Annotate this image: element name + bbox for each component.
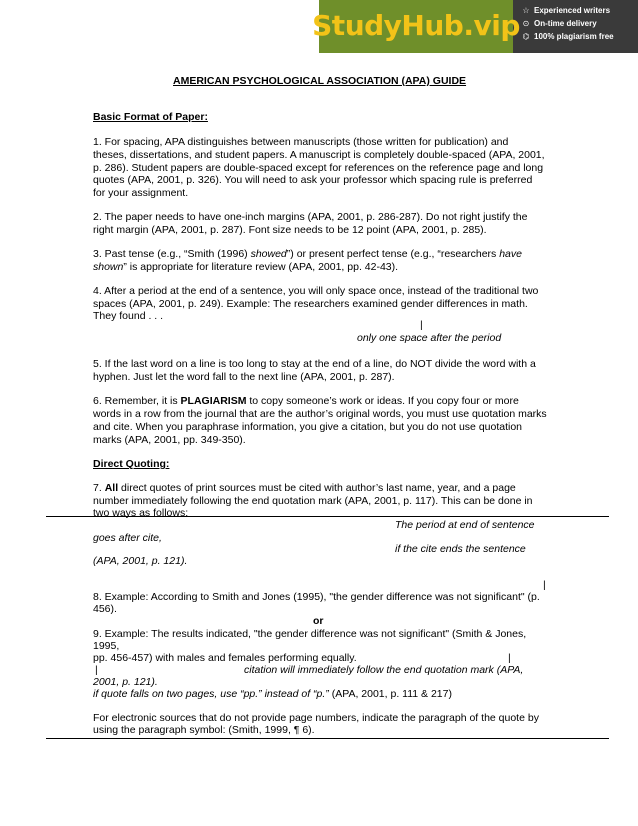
- p1-line: quotes (APA, 2001, p. 326). You will need to ask your professor which spacing rule is preferred: [93, 174, 533, 186]
- example-9-line: 9. Example: The results indicated, "the gender difference was not significant" (Smith & Jones,: [93, 628, 527, 640]
- note-period: if the cite ends the sentence: [395, 543, 526, 555]
- electronic-line: For electronic sources that do not provide page numbers, indicate the paragraph of the quote by: [93, 712, 539, 724]
- note-period: (APA, 2001, p. 121).: [93, 555, 188, 567]
- p7-line: number immediately following the end quotation mark (APA, 2001, p. 117). This can be done in: [93, 495, 533, 507]
- marker: |: [508, 652, 511, 664]
- example-9-line: pp. 456-457) with males and females performing equally.: [93, 652, 357, 664]
- p3-text: 3. Past tense (e.g., “Smith (1996): [93, 248, 251, 260]
- p2-line: right margin (APA, 2001, p. 287). Font size needs to be 12 point (APA, 2001, p. 285).: [93, 224, 487, 236]
- p6-text: 6. Remember, it is: [93, 395, 181, 407]
- p6-line: [93, 395, 519, 408]
- p3-italic: shown: [93, 261, 124, 273]
- p3-line: [93, 261, 398, 274]
- p5-line: hyphen. Just let the word fall to the next line (APA, 2001, p. 287).: [93, 371, 395, 383]
- p4-note: only one space after the period: [357, 332, 502, 344]
- p7-text: direct quotes of print sources must be cited with author’s last name, year, and a page: [118, 482, 516, 494]
- feature-list: [513, 0, 638, 53]
- star-icon: ☆: [522, 6, 530, 15]
- divider-top: [46, 516, 609, 517]
- p7-line: [93, 482, 516, 495]
- electronic-line: using the paragraph symbol: (Smith, 1999, ¶ 6).: [93, 724, 315, 736]
- note-period: goes after cite,: [93, 532, 162, 544]
- two-pages-text: (APA, 2001, p. 111 & 217): [328, 688, 452, 700]
- p2-line: 2. The paper needs to have one-inch margins (APA, 2001, p. 286-287). Do not right justify the: [93, 211, 528, 223]
- p3-text: ” is appropriate for literature review (APA, 2001, pp. 42-43).: [123, 261, 399, 273]
- example-9-line: 1995,: [93, 640, 120, 652]
- feature-label: On-time delivery: [534, 19, 597, 28]
- marker: |: [543, 579, 546, 591]
- p3-line: [93, 248, 522, 261]
- two-pages-italic: if quote falls on two pages, use “pp.” instead of “p.”: [93, 688, 329, 700]
- cite-note: citation will immediately follow the end quotation mark (APA,: [244, 664, 524, 676]
- two-pages-note: [93, 688, 452, 701]
- p1-line: for your assignment.: [93, 187, 189, 199]
- p4-marker: |: [420, 319, 423, 331]
- p6-text: to copy someone’s work or ideas. If you copy four or more: [246, 395, 519, 407]
- p7-text: 7.: [93, 482, 105, 494]
- logo-text: StudyHub.vip: [312, 9, 520, 43]
- studyhub-banner[interactable]: [312, 0, 638, 53]
- feature-plagiarism-free: [521, 30, 638, 43]
- divider-bottom: [46, 738, 609, 739]
- document-icon: ⌬: [522, 32, 530, 41]
- clock-icon: ⊙: [522, 19, 530, 28]
- feature-label: 100% plagiarism free: [534, 32, 614, 41]
- feature-label: Experienced writers: [534, 6, 611, 15]
- section-heading-direct-quoting: Direct Quoting:: [93, 458, 170, 470]
- studyhub-logo[interactable]: [312, 0, 520, 53]
- p6-line: words in a row from the journal that are the author’s original words, you must use quotation marks: [93, 408, 547, 420]
- feature-on-time-delivery: [521, 17, 638, 30]
- p5-line: 5. If the last word on a line is too long to stay at the end of a line, do NOT divide the word with a: [93, 358, 536, 370]
- page-title: AMERICAN PSYCHOLOGICAL ASSOCIATION (APA) GUIDE: [173, 75, 467, 87]
- p1-line: theses, dissertations, and student papers. A manuscript is completely double-spaced (APA, 2001,: [93, 149, 545, 161]
- feature-experienced-writers: [521, 4, 638, 17]
- p4-line: 4. After a period at the end of a sentence, you will only space once, instead of the traditional two: [93, 285, 539, 297]
- p3-italic: showed: [250, 248, 287, 260]
- p3-text: ”) or present perfect tense (e.g., “researchers: [286, 248, 500, 260]
- p4-line: spaces (APA, 2001, p. 249). Example: The researchers examined gender differences in math.: [93, 298, 528, 310]
- section-heading-basic-format: Basic Format of Paper:: [93, 111, 208, 123]
- p1-line: p. 286). Student papers are double-spaced except for references on the reference page and long: [93, 162, 544, 174]
- p6-line: and cite. When you paraphrase information, you give a citation, but you do not use quotation: [93, 421, 523, 433]
- p7-line: two ways as follows:: [93, 507, 189, 519]
- p6-bold: PLAGIARISM: [180, 395, 247, 407]
- p4-line: They found . . .: [93, 310, 164, 322]
- p6-line: marks (APA, 2001, pp. 349-350).: [93, 434, 246, 446]
- p1-line: 1. For spacing, APA distinguishes between manuscripts (those written for publication) and: [93, 136, 509, 148]
- example-8-line: 8. Example: According to Smith and Jones (1995), "the gender difference was not significant" (p.: [93, 591, 540, 603]
- p7-bold: All: [104, 482, 119, 494]
- example-8-line: 456).: [93, 603, 117, 615]
- note-period: The period at end of sentence: [395, 519, 535, 531]
- marker: |: [95, 664, 98, 676]
- cite-note: 2001, p. 121).: [93, 676, 158, 688]
- or-separator: or: [313, 615, 324, 627]
- p3-italic: have: [499, 248, 522, 260]
